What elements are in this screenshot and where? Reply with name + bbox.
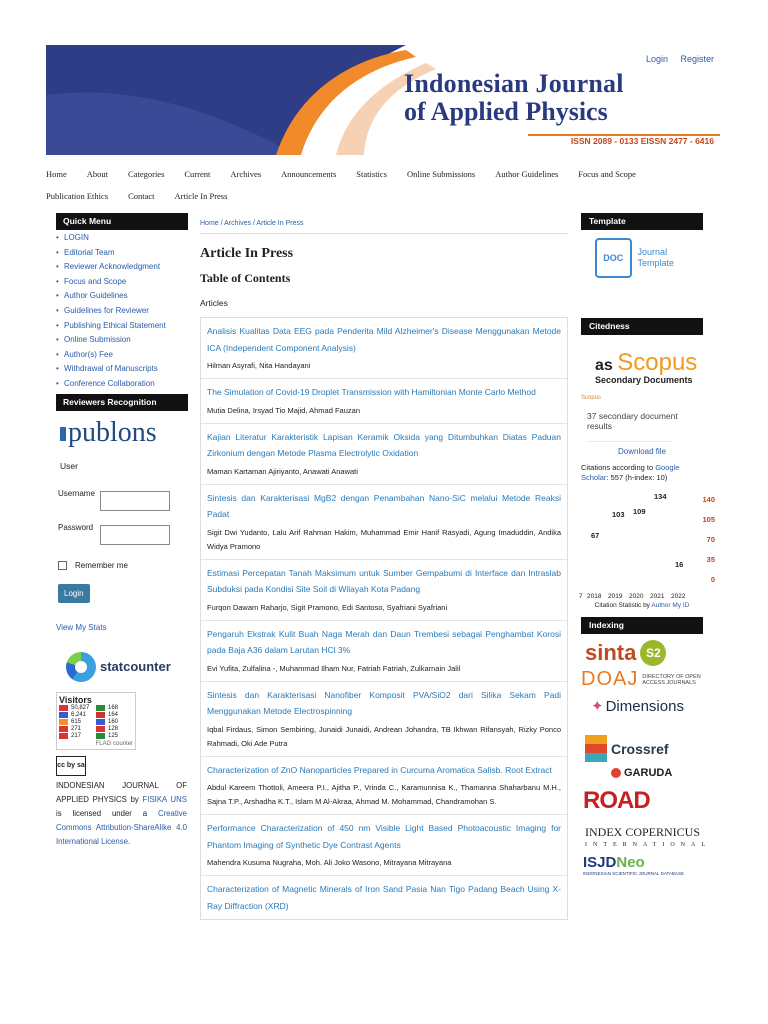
scopus-as: as: [595, 357, 613, 374]
flag-count: 50,827: [71, 704, 90, 711]
country-flag-icon: [59, 719, 68, 725]
reviewers-recognition-title: Reviewers Recognition: [56, 394, 188, 411]
flag-entry: [59, 719, 96, 725]
quick-menu-item[interactable]: • Withdrawal of Manuscripts: [56, 364, 188, 379]
view-my-stats-link[interactable]: View My Stats: [56, 622, 107, 632]
article-entry: [201, 621, 567, 682]
article-title-link[interactable]: The Simulation of Covid-19 Droplet Transmission with Hamiltonian Monte Carlo Method: [207, 387, 536, 397]
flag-count: 125: [108, 732, 119, 739]
quick-menu-item[interactable]: • Focus and Scope: [56, 277, 188, 292]
x-tick-label: 7: [579, 593, 583, 600]
publons-logo[interactable]: [60, 417, 188, 449]
nav-item[interactable]: Categories: [128, 169, 165, 179]
quick-menu-title: Quick Menu: [56, 213, 188, 230]
statcounter-label: statcounter: [100, 659, 171, 675]
secondary-document-count: 37 secondary document results: [587, 411, 678, 431]
scopus-small-logo: Scopus: [581, 395, 602, 401]
nav-item[interactable]: Home: [46, 169, 67, 179]
flag-entry: [59, 726, 96, 732]
scopus-badge[interactable]: [595, 349, 703, 385]
dimensions-wordmark: Dimensions: [605, 698, 684, 715]
article-title-link[interactable]: Sintesis dan Karakterisasi MgB2 dengan Penambahan Nano-SiC melalui Metode Reaksi Padat: [207, 492, 561, 519]
garuda-logo[interactable]: [611, 767, 703, 779]
flag-entry: [96, 712, 133, 718]
article-authors: Evi Yufita, Zulfalina -, Muhammad Ilham Nur, Fatriah Fatriah, Zulkarnain Jalil: [207, 663, 461, 673]
y-tick-label: 70: [706, 535, 715, 544]
citations-prefix: Citations according to: [581, 463, 656, 472]
dimensions-icon: ✦: [591, 698, 604, 715]
isjd-neo-logo[interactable]: [583, 854, 703, 876]
crossref-logo[interactable]: [585, 735, 703, 763]
index-copernicus-logo[interactable]: [585, 825, 711, 848]
remember-me-label: Remember me: [75, 560, 128, 570]
nav-item[interactable]: Article In Press: [174, 191, 228, 201]
citedness-title: Citedness: [581, 318, 703, 335]
visitors-title: Visitors: [59, 694, 92, 705]
y-tick-label: 105: [702, 515, 715, 524]
flag-count: 271: [71, 725, 82, 732]
crossref-wordmark: Crossref: [611, 741, 669, 757]
article-entry: [201, 318, 567, 379]
article-authors: Maman Kartaman Ajiriyanto, Anawati Anawati: [207, 466, 358, 476]
sinta-wordmark: sinta: [585, 640, 637, 665]
quick-menu-item[interactable]: • Publishing Ethical Statement: [56, 321, 188, 336]
left-sidebar: [56, 213, 188, 849]
nav-item[interactable]: Contact: [128, 191, 155, 201]
main-content: [200, 215, 568, 920]
article-entry: [201, 379, 567, 424]
article-authors: Hilman Asyrafi, Nita Handayani: [207, 361, 311, 370]
page-wrapper: [46, 45, 724, 207]
flag-count: 164: [108, 711, 119, 718]
nav-row-2: [46, 185, 724, 207]
quick-menu-item[interactable]: • Author Guidelines: [56, 291, 188, 306]
y-tick-label: 140: [702, 495, 715, 504]
doaj-wordmark: DOAJ: [581, 668, 639, 690]
citations-count: : 557 (h-index: 10): [606, 473, 668, 482]
scopus-wordmark: Scopus: [617, 349, 698, 376]
nav-row-1: [46, 163, 724, 185]
flag-counter-widget[interactable]: [56, 692, 136, 750]
article-authors: Mahendra Kusuma Nugraha, Moh. Ali Joko Wasono, Mitrayana Mitrayana: [207, 858, 452, 867]
flag-count: 168: [108, 704, 119, 711]
cc-license-link[interactable]: Creative Commons Attribution-ShareAlike 4.0 International License: [56, 808, 187, 846]
y-tick-label: 35: [706, 555, 715, 564]
username-row: [56, 485, 188, 519]
quick-menu-item[interactable]: • Editorial Team: [56, 248, 188, 263]
username-label: Username: [58, 488, 95, 498]
country-flag-icon: [59, 726, 68, 732]
password-label: Password: [58, 522, 94, 532]
article-title-link[interactable]: Estimasi Percepatan Tanah Maksimum untuk Sumber Gempabumi di Interface dan Intraslab Subduksi pada Kondisi Site Soil di Wilayah Kota Padang: [207, 567, 561, 594]
journal-title-line1: Indonesian Journal: [404, 69, 624, 98]
flag-entry: [96, 726, 133, 732]
license-middle: is licensed under a: [56, 808, 158, 818]
template-title: Template: [581, 213, 703, 230]
bar-value-label: 103: [612, 510, 625, 520]
password-input[interactable]: [100, 525, 170, 545]
x-tick-label: 2019: [608, 593, 623, 600]
country-flag-icon: [59, 705, 68, 711]
article-title-link[interactable]: Performance Characterization of 450 nm Visible Light Based Photoacoustic Imaging for Phantom Imaging of Synthetic Dye Contrast Agents: [207, 823, 561, 850]
article-title-link[interactable]: Sintesis dan Karakterisasi Nanofiber Komposit PVA/SiO2 dari Silika Sekam Padi Menggunakan Metode Electrospinning: [207, 689, 561, 716]
garuda-icon: [611, 768, 621, 778]
quick-menu-item[interactable]: • Reviewer Acknowledgment: [56, 262, 188, 277]
license-prefix: INDONESIAN JOURNAL OF APPLIED PHYSICS by: [56, 780, 187, 804]
toc-heading: Table of Contents: [200, 271, 291, 285]
flag-count: 160: [108, 718, 119, 725]
breadcrumb[interactable]: Home / Archives / Article In Press: [200, 215, 568, 234]
issn-text: ISSN 2089 - 0133 EISSN 2477 - 6416: [570, 136, 714, 146]
quick-menu-item[interactable]: • Conference Collaboration: [56, 379, 188, 394]
flag-entry: [96, 719, 133, 725]
main-navigation: [46, 155, 724, 207]
article-title-link[interactable]: Characterization of Magnetic Minerals of Iron Sand Pasia Nan Tigo Padang Beach Using X-Ray Diffraction (XRD): [207, 884, 561, 911]
country-flag-icon: [96, 726, 105, 732]
statcounter-icon: [66, 652, 96, 682]
doaj-logo[interactable]: [581, 668, 703, 691]
article-authors: Iqbal Firdaus, Simon Sembiring, Junaidi Junaidi, Andrean Johandra, TB Ikhwan Rifansyah, Rizky Ponco Rahmadi, Oki Ade Putra: [207, 724, 561, 748]
garuda-wordmark: GARUDA: [624, 767, 673, 779]
journal-header-banner: [46, 45, 724, 155]
quick-menu-item[interactable]: • LOGIN: [56, 233, 188, 248]
article-title-link[interactable]: Characterization of ZnO Nanoparticles Prepared in Curcuma Aromatica Salisb. Root Extract: [207, 764, 552, 775]
nav-item[interactable]: Statistics: [356, 169, 387, 179]
flag-entry: [59, 705, 96, 711]
doaj-subtitle: DIRECTORY OF OPEN ACCESS JOURNALS: [642, 673, 701, 686]
x-tick-label: 2020: [629, 593, 644, 600]
quick-menu-item[interactable]: • Author(s) Fee: [56, 350, 188, 365]
crossref-icon: [585, 735, 607, 763]
license-text: [56, 779, 187, 849]
article-title-link[interactable]: Kajian Literatur Karakteristik Lapisan Keramik Oksida yang Ditumbuhkan Diatas Paduan Zirkonium dengan Metode Plasma Electrolytic Oxidation: [207, 431, 561, 458]
article-title-link[interactable]: Analisis Kualitas Data EEG pada Penderita Mild Alzheimer's Disease Menggunakan Metode ICA (Independent Component Analysis): [207, 326, 561, 353]
remember-me-checkbox[interactable]: [58, 561, 67, 570]
statcounter-badge[interactable]: [66, 652, 188, 682]
fisika-uns-link[interactable]: FISIKA UNS: [142, 794, 187, 804]
license-end: .: [127, 836, 131, 846]
page-title: Article In Press: [200, 246, 294, 261]
article-entry: [201, 682, 567, 757]
country-flag-icon: [96, 733, 105, 739]
nav-item[interactable]: Announcements: [281, 169, 337, 179]
citation-stat-prefix: Citation Statistic by: [594, 602, 652, 609]
sinta-logo[interactable]: [585, 640, 703, 666]
username-input[interactable]: [100, 491, 170, 511]
dimensions-logo[interactable]: [591, 697, 703, 715]
nav-item[interactable]: Online Submissions: [407, 169, 476, 179]
bar-value-label: 67: [591, 530, 600, 540]
flag-grid: [59, 705, 133, 739]
nav-item[interactable]: Publication Ethics: [46, 191, 109, 201]
country-flag-icon: [59, 733, 68, 739]
article-authors: Furqon Dawam Raharjo, Sigit Pramono, Edi Santoso, Syafriani Syafriani: [207, 602, 448, 612]
login-button[interactable]: Login: [58, 584, 90, 603]
nav-item[interactable]: Current: [184, 169, 211, 179]
journal-template-label: Journal Template: [637, 247, 675, 268]
flag-entry: [59, 733, 96, 739]
x-tick-label: 2021: [650, 593, 665, 600]
flag-count: 615: [71, 718, 82, 725]
register-link[interactable]: Register: [680, 54, 714, 64]
quick-menu-item[interactable]: • Guidelines for Reviewer: [56, 306, 188, 321]
quick-menu-list: [56, 233, 188, 394]
country-flag-icon: [96, 719, 105, 725]
cc-by-sa-icon[interactable]: cc by sa: [56, 756, 86, 776]
article-entry: [201, 485, 567, 560]
flag-count: 217: [71, 732, 82, 739]
flag-counter-footer: FLAG counter: [95, 740, 133, 747]
flag-entry: [59, 712, 96, 718]
sinta-s2-badge: S2: [640, 640, 666, 666]
article-title-link[interactable]: Pengaruh Ekstrak Kulit Buah Naga Merah dan Daun Trembesi sebagai Penghambat Korosi pada Baja A36 dalam Larutan HCl 3%: [207, 628, 561, 655]
copernicus-wordmark: INDEX COPERNICUS: [585, 825, 701, 839]
section-heading: Articles: [200, 298, 228, 308]
article-entry: [201, 876, 567, 919]
country-flag-icon: [59, 712, 68, 718]
country-flag-icon: [96, 712, 105, 718]
journal-template-download[interactable]: [595, 238, 703, 278]
remember-me-row: [58, 561, 188, 570]
nav-item[interactable]: Author Guidelines: [495, 169, 559, 179]
article-entry: [201, 560, 567, 621]
article-authors: Abdul Kareem Thottoli, Ameera P.I., Ajitha P., Vrinda C., Karamunnisa K., Thamanna Shaharbanu M.H., Sajna T.P., Arshadha K.T., Islam M Al-Akraa, Ahmad M. Mohammad, Chandramohan S.: [207, 783, 561, 806]
article-authors: Mutia Delina, Irsyad Tio Majid, Ahmad Fauzan: [207, 405, 360, 415]
flag-entry: [96, 705, 133, 711]
article-list: [200, 317, 568, 920]
isjd-neo-mark: Neo: [616, 854, 645, 871]
isjd-subtitle: INDONESIAN SCIENTIFIC JOURNAL DATABASE: [583, 871, 684, 876]
indexing-title: Indexing: [581, 617, 703, 634]
download-file-link[interactable]: Download file: [617, 447, 667, 456]
x-tick-label: 2022: [671, 593, 686, 600]
journal-title-line2: of Applied Physics: [404, 97, 608, 126]
article-entry: [201, 815, 567, 876]
google-scholar-citations: [581, 463, 703, 483]
article-entry: [201, 424, 567, 485]
login-link[interactable]: Login: [645, 54, 668, 64]
citation-statistic: [581, 602, 703, 609]
nav-item[interactable]: Focus and Scope: [578, 169, 636, 179]
publons-wordmark: publons: [68, 416, 157, 448]
bar-value-label: 16: [675, 559, 684, 569]
flag-entry: [96, 733, 133, 739]
secondary-documents-label: Secondary Documents: [595, 375, 693, 385]
flag-count: 6,241: [71, 711, 87, 718]
author-my-id-link[interactable]: Author My ID: [651, 602, 690, 609]
password-row: [56, 519, 188, 553]
copernicus-subtitle: INTERNATIONAL: [585, 842, 711, 848]
google-scholar-link[interactable]: Google Scholar: [581, 463, 680, 482]
right-sidebar: [579, 213, 715, 876]
y-tick-label: 0: [710, 575, 715, 584]
road-logo[interactable]: ROAD: [583, 787, 650, 814]
bar-value-label: 109: [633, 506, 646, 516]
header-auth-links: [636, 54, 714, 64]
isjd-wordmark: ISJD: [583, 854, 617, 871]
x-tick-label: 2018: [587, 593, 602, 600]
indexing-logos: [581, 640, 711, 876]
nav-item[interactable]: Archives: [230, 169, 262, 179]
quick-menu-item[interactable]: • Online Submission: [56, 335, 188, 350]
nav-item[interactable]: About: [86, 169, 109, 179]
country-flag-icon: [96, 705, 105, 711]
publons-mark-icon: [60, 427, 66, 441]
citation-bar-chart: [581, 485, 721, 600]
article-entry: [201, 757, 567, 816]
article-authors: Sigit Dwi Yudanto, Lalu Arif Rahman Hakim, Muhammad Emir Hanif Rasyadi, Agung Imaduddin, Andika Widya Pramono: [207, 527, 561, 551]
bar-value-label: 134: [654, 492, 667, 502]
user-block-title: User: [60, 460, 78, 471]
doc-file-icon: DOC: [595, 238, 632, 278]
scopus-fine-print-line: ————————————————————————: [587, 439, 671, 443]
flag-count: 128: [108, 725, 119, 732]
